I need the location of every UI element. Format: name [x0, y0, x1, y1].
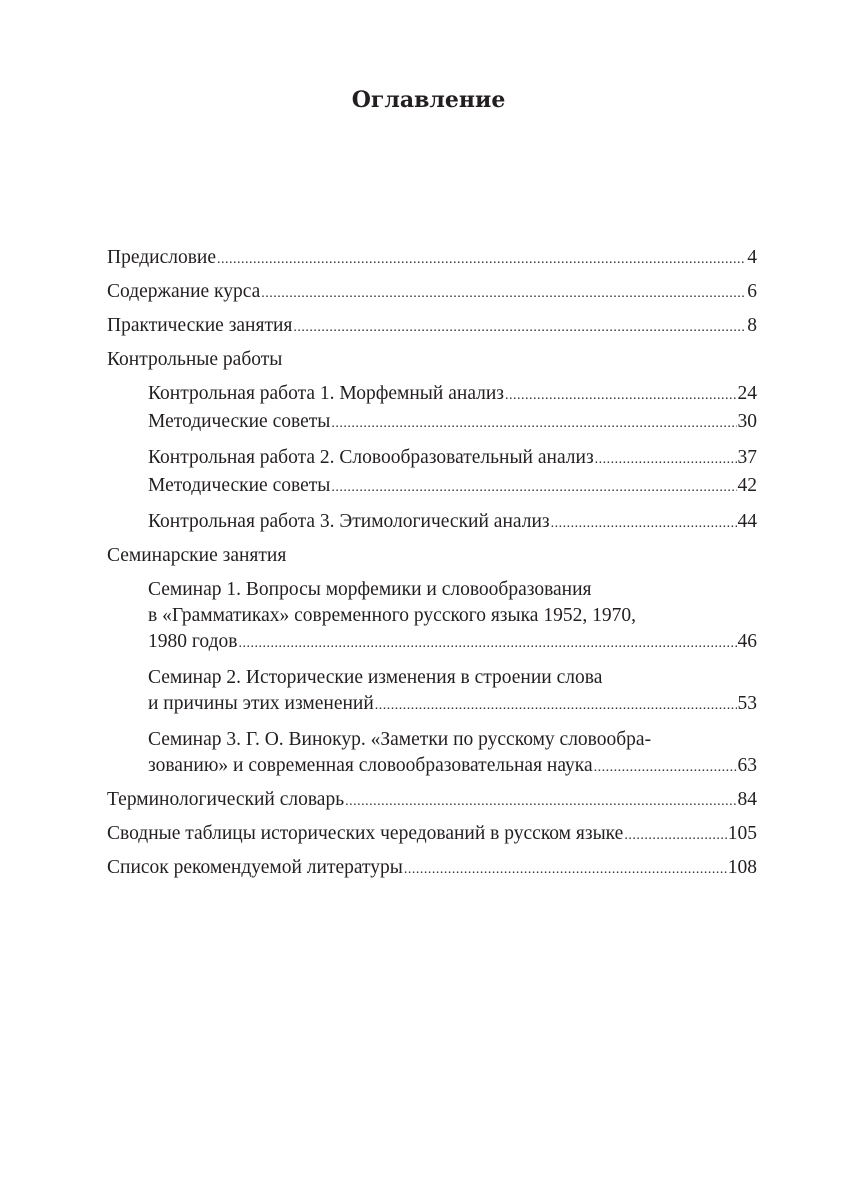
toc-page-number: 46 — [737, 631, 757, 652]
toc-entry-label: Методические советы — [148, 411, 331, 432]
dot-leader — [331, 475, 736, 501]
toc-page-number: 44 — [737, 511, 757, 532]
toc-entry-test-1[interactable] — [107, 381, 757, 409]
dot-leader — [331, 411, 736, 437]
toc-entry-label: Семинар 2. Исторические изменения в строении слова — [148, 667, 603, 688]
toc-entry-label: Контрольная работа 2. Словообразовательный анализ — [148, 447, 594, 468]
toc-entry-label: Семинар 3. Г. О. Винокур. «Заметки по русскому словообра- — [148, 729, 652, 750]
toc-entry-label: зованию» и современная словообразовательная наука — [148, 755, 593, 776]
toc-page-number: 37 — [737, 447, 757, 468]
toc-entry-label: Контрольная работа 1. Морфемный анализ — [148, 383, 505, 404]
toc-page-number: 8 — [747, 315, 757, 336]
toc-entry-test-1-advice[interactable] — [107, 409, 757, 437]
toc-entry-label: Предисловие — [107, 247, 217, 268]
dot-leader — [624, 823, 726, 849]
dot-leader — [595, 447, 737, 473]
toc-entry-seminar-3[interactable] — [107, 727, 757, 781]
toc-entry-label: Практические занятия — [107, 315, 293, 336]
toc-entry-label: Содержание курса — [107, 281, 261, 302]
toc-page-number: 108 — [727, 857, 757, 878]
toc-entry-seminar-1[interactable] — [107, 577, 757, 657]
toc-page-number: 4 — [747, 247, 757, 268]
dot-leader — [404, 857, 727, 883]
toc-entry-label: Методические советы — [148, 475, 331, 496]
toc-page-number: 63 — [737, 755, 757, 776]
dot-leader — [238, 631, 736, 657]
toc-entry-practice[interactable] — [107, 313, 757, 341]
table-of-contents — [107, 245, 757, 883]
dot-leader — [505, 383, 736, 409]
toc-entry-test-3[interactable] — [107, 509, 757, 537]
dot-leader — [594, 755, 737, 781]
page-title: Оглавление — [351, 87, 506, 113]
toc-entry-literature[interactable] — [107, 855, 757, 883]
toc-page-number: 30 — [737, 411, 757, 432]
toc-entry-label: Семинар 1. Вопросы морфемики и словообразования — [148, 579, 592, 600]
dot-leader — [551, 511, 737, 537]
dot-leader — [345, 789, 736, 815]
toc-section-tests: Контрольные работы — [107, 349, 283, 370]
toc-entry-test-2[interactable] — [107, 445, 757, 473]
toc-section-seminars: Семинарские занятия — [107, 545, 287, 566]
dot-leader — [217, 247, 746, 273]
toc-entry-glossary[interactable] — [107, 787, 757, 815]
toc-entry-label: Сводные таблицы исторических чередований в русском языке — [107, 823, 624, 844]
toc-entry-label: 1980 годов — [148, 631, 238, 652]
toc-entry-label: и причины этих изменений — [148, 693, 374, 714]
toc-entry-preface[interactable] — [107, 245, 757, 273]
toc-page-number: 6 — [747, 281, 757, 302]
toc-page-number: 53 — [737, 693, 757, 714]
toc-entry-course[interactable] — [107, 279, 757, 307]
toc-entry-label: Список рекомендуемой литературы — [107, 857, 403, 878]
dot-leader — [293, 315, 746, 341]
toc-entry-label: в «Грамматиках» современного русского языка 1952, 1970, — [148, 605, 636, 626]
toc-page-number: 84 — [737, 789, 757, 810]
toc-entry-label: Контрольная работа 3. Этимологический анализ — [148, 511, 550, 532]
toc-entry-tables[interactable] — [107, 821, 757, 849]
toc-page-number: 105 — [727, 823, 757, 844]
toc-page-number: 42 — [737, 475, 757, 496]
dot-leader — [261, 281, 746, 307]
dot-leader — [375, 693, 737, 719]
toc-page-number: 24 — [737, 383, 757, 404]
toc-entry-test-2-advice[interactable] — [107, 473, 757, 501]
toc-entry-seminar-2[interactable] — [107, 665, 757, 719]
toc-entry-label: Терминологический словарь — [107, 789, 345, 810]
